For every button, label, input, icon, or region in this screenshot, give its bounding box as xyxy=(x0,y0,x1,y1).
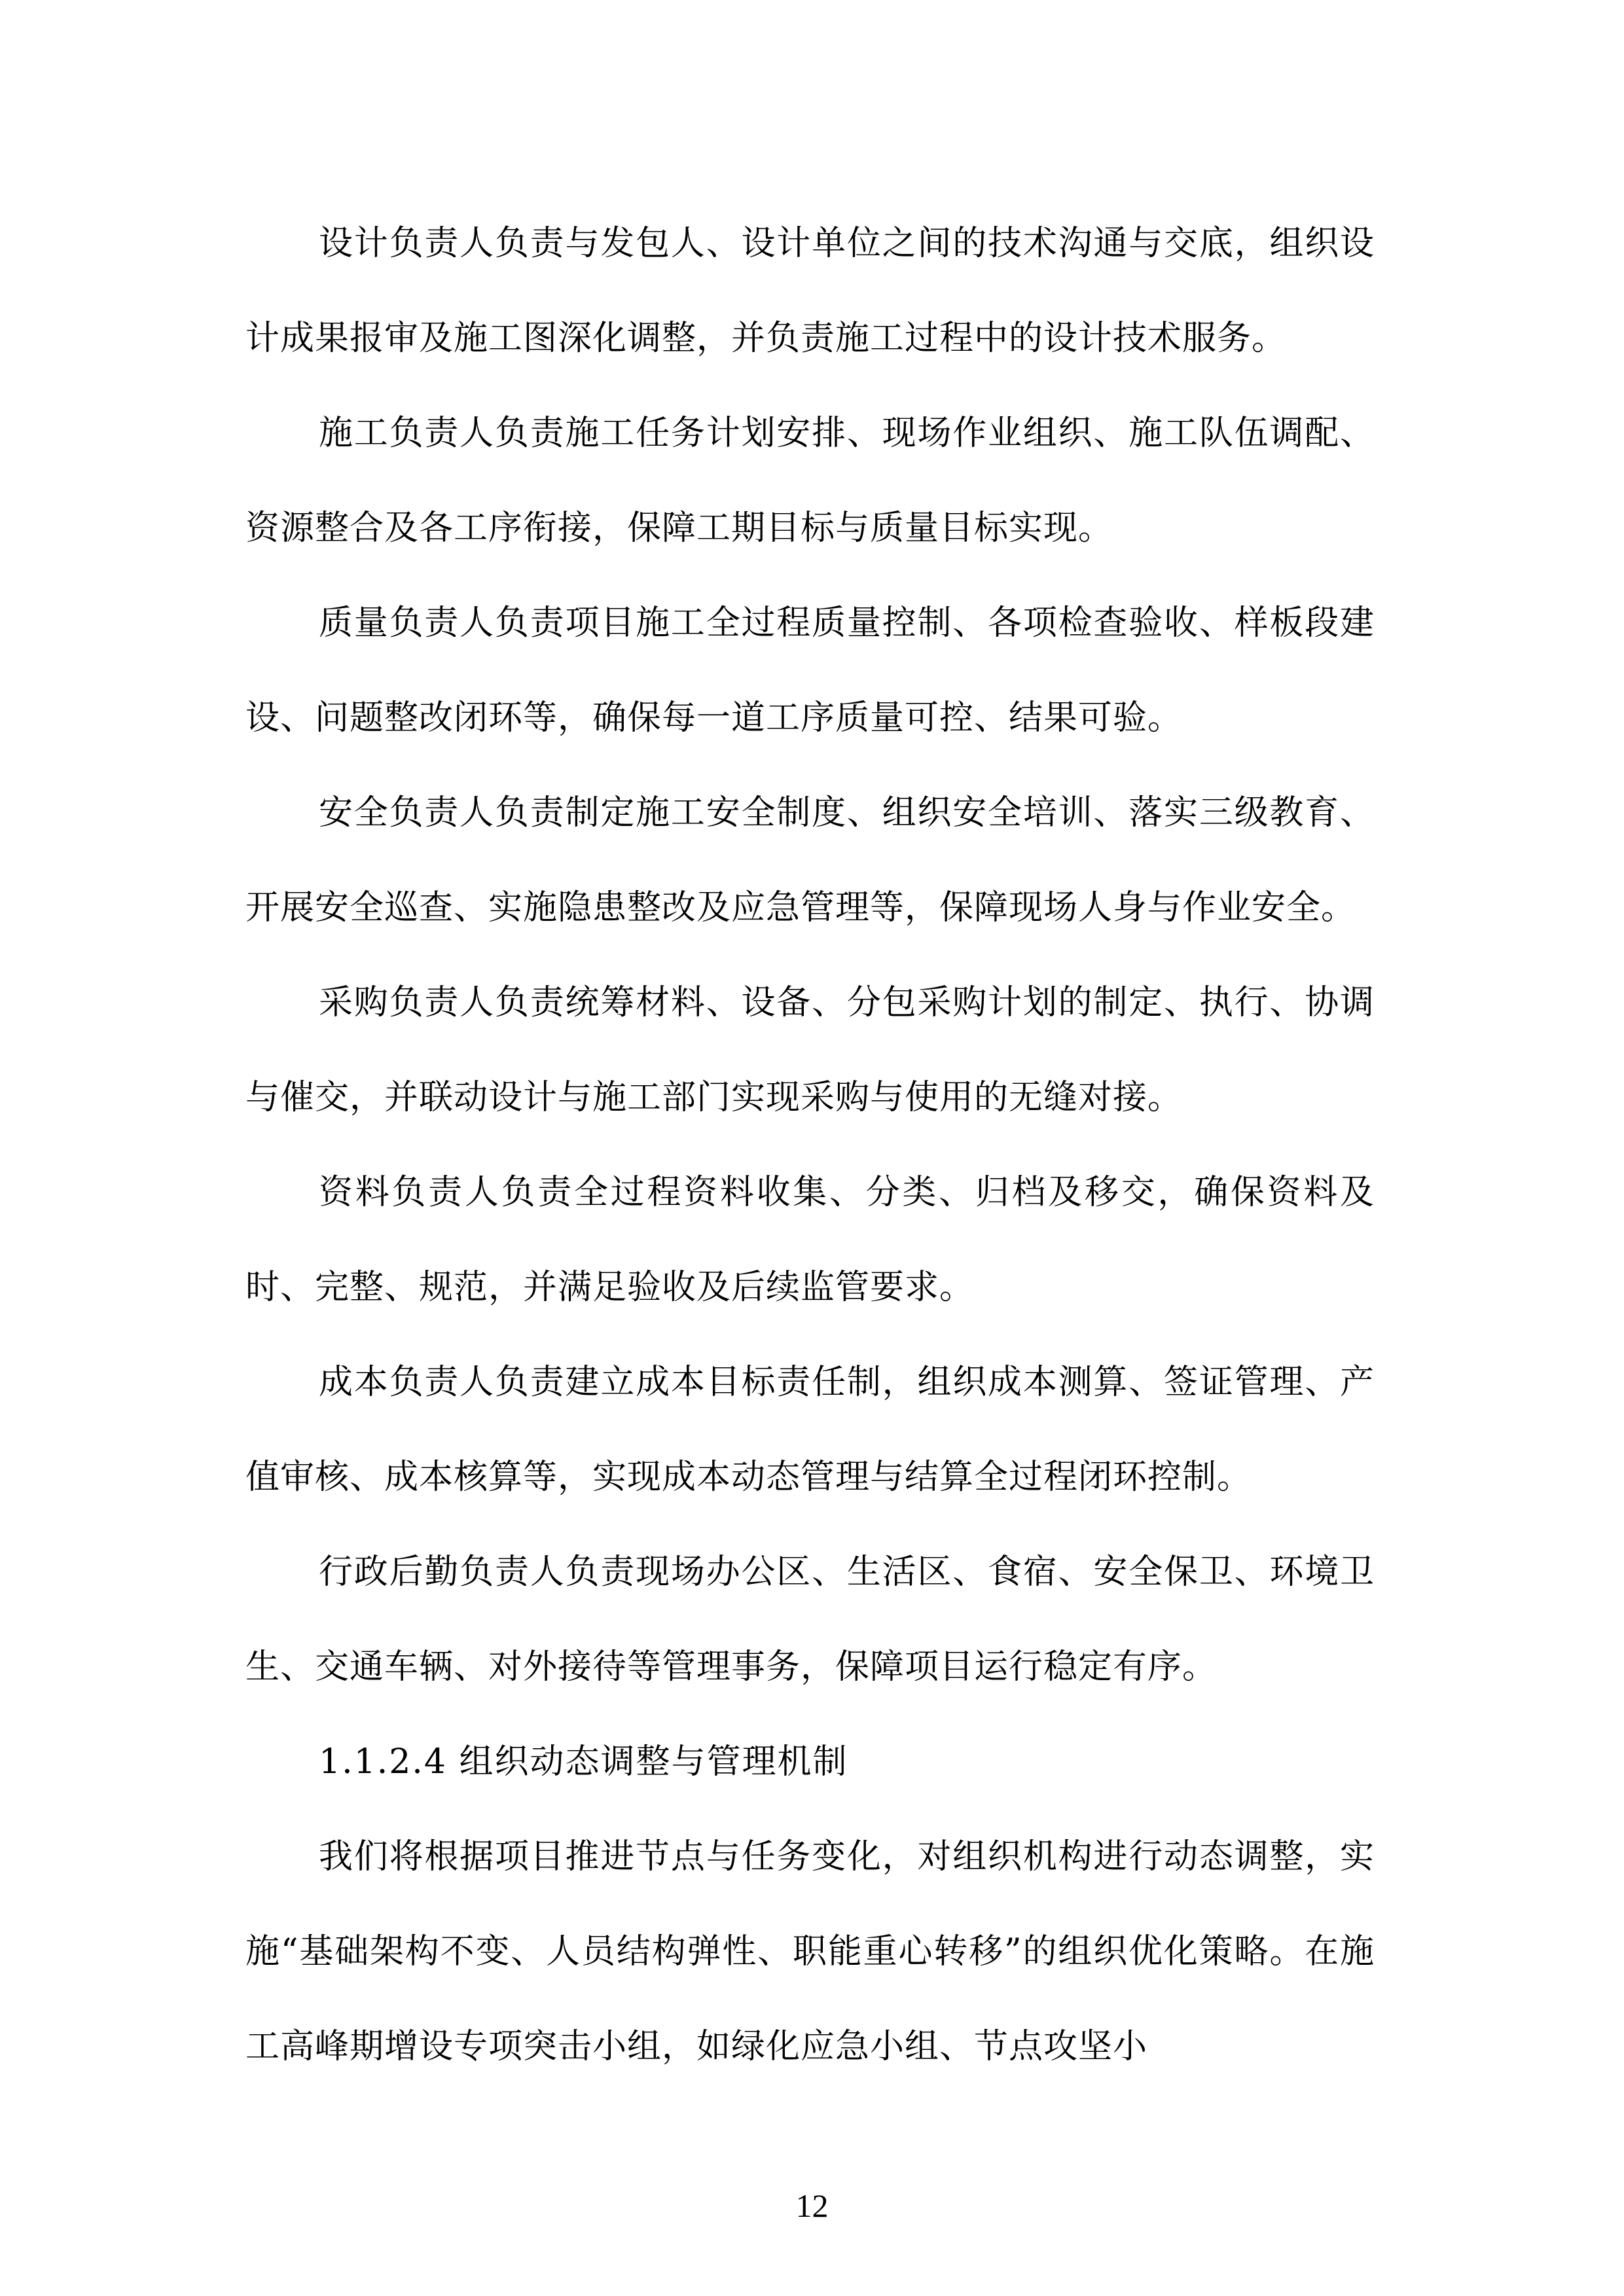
paragraph-dynamic-adjustment: 我们将根据项目推进节点与任务变化，对组织机构进行动态调整，实施“基础架构不变、人员结构弹性、职能重心转移”的组织优化策略。在施工高峰期增设专项突击小组，如绿化应急小组、节点攻坚小 xyxy=(245,1837,1375,2066)
paragraph-design-lead: 设计负责人负责与发包人、设计单位之间的技术沟通与交底，组织设计成果报审及施工图深化调整，并负责施工过程中的设计技术服务。 xyxy=(245,224,1375,358)
paragraph-quality-lead: 质量负责人负责项目施工全过程质量控制、各项检查验收、样板段建设、问题整改闭环等，确保每一道工序质量可控、结果可验。 xyxy=(245,603,1375,738)
paragraph-safety-lead: 安全负责人负责制定施工安全制度、组织安全培训、落实三级教育、开展安全巡查、实施隐患整改及应急管理等，保障现场人身与作业安全。 xyxy=(245,793,1375,927)
page-number: 12 xyxy=(795,2187,829,2224)
body-text xyxy=(245,196,1375,2094)
paragraph-admin-logistics-lead: 行政后勤负责人负责现场办公区、生活区、食宿、安全保卫、环境卫生、交通车辆、对外接待等管理事务，保障项目运行稳定有序。 xyxy=(245,1552,1375,1687)
paragraph-cost-lead: 成本负责人负责建立成本目标责任制，组织成本测算、签证管理、产值审核、成本核算等，实现成本动态管理与结算全过程闭环控制。 xyxy=(245,1363,1375,1497)
paragraph-construction-lead: 施工负责人负责施工任务计划安排、现场作业组织、施工队伍调配、资源整合及各工序衔接，保障工期目标与质量目标实现。 xyxy=(245,414,1375,548)
section-heading: 1.1.2.4 组织动态调整与管理机制 xyxy=(319,1742,848,1782)
paragraph-procurement-lead: 采购负责人负责统筹材料、设备、分包采购计划的制定、执行、协调与催交，并联动设计与施工部门实现采购与使用的无缝对接。 xyxy=(245,983,1375,1117)
paragraph-documentation-lead: 资料负责人负责全过程资料收集、分类、归档及移交，确保资料及时、完整、规范，并满足验收及后续监管要求。 xyxy=(245,1173,1375,1307)
